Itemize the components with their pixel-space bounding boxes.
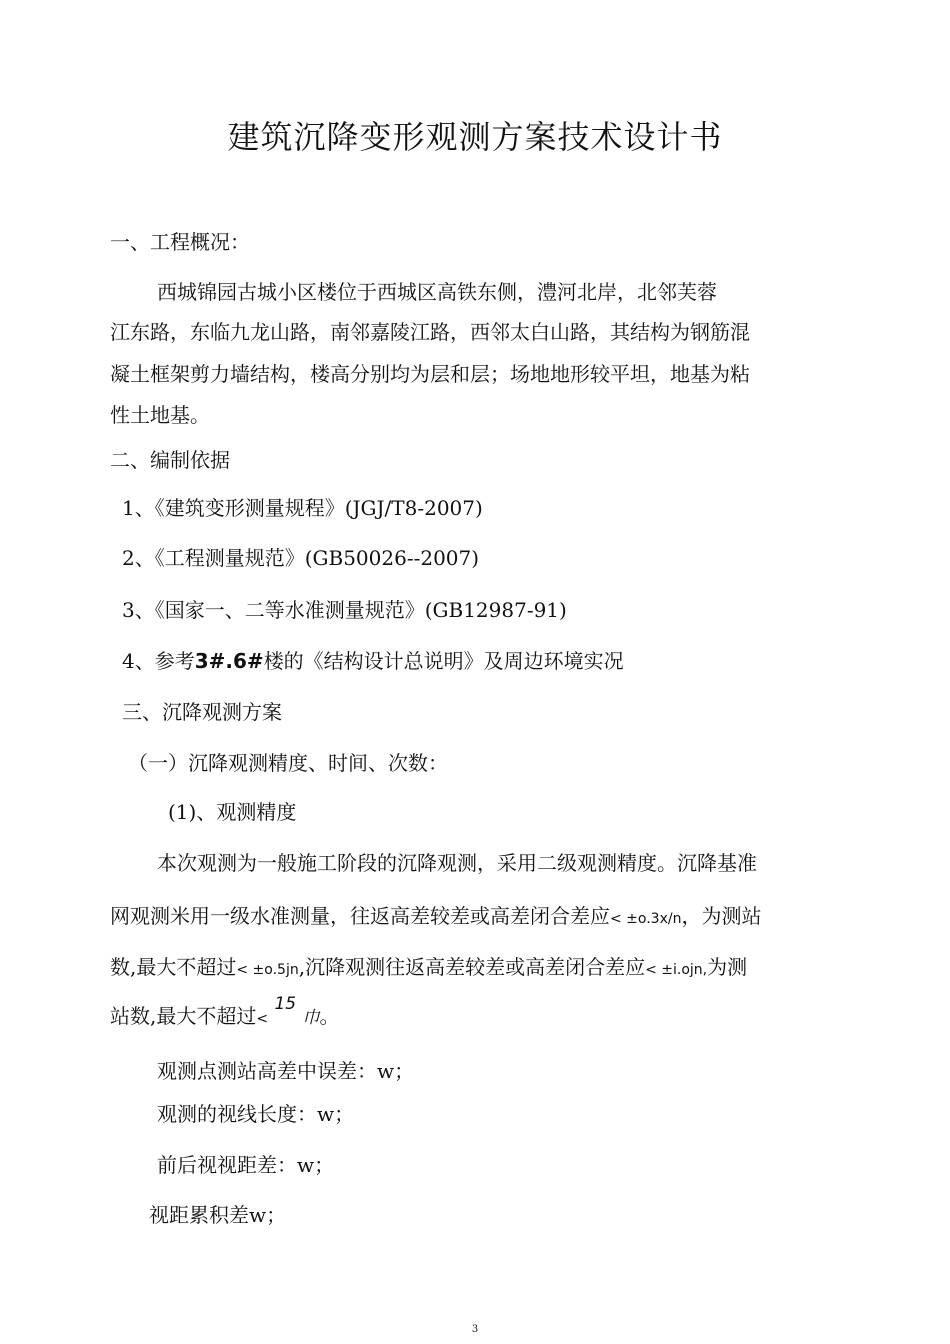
para-l4-lt: < xyxy=(256,1011,269,1027)
reference-item-2: 2、《工程测量规范》(GB50026--2007) xyxy=(122,546,480,570)
page-number: 3 xyxy=(471,1324,479,1335)
subsection-1-1-heading: (1)、观测精度 xyxy=(168,800,297,824)
section-1-heading: 一、工程概况： xyxy=(110,230,250,254)
para-l2-formula: < ±o.3x/n xyxy=(610,911,682,927)
para-l3-text-a: 数,最大不超过 xyxy=(110,955,237,979)
section-3-heading: 三、沉降观测方案 xyxy=(122,700,282,724)
reference-item-4-prefix: 4、参考 xyxy=(122,649,195,673)
reference-item-1: 1、《建筑变形测量规程》(JGJ/T8-2007) xyxy=(122,496,483,520)
section-2-heading: 二、编制依据 xyxy=(110,448,230,472)
reference-item-4 xyxy=(122,647,624,675)
para-l4-superscript: 15 xyxy=(274,994,297,1014)
precision-item-2: 观测的视线长度：w； xyxy=(157,1102,355,1126)
section-1-line-3: 凝土框架剪力墙结构，楼高分别均为层和层；场地地形较平坦，地基为粘 xyxy=(110,362,750,386)
para-l3-text-c: ,沉降观测往返高差较差或高差闭合差应 xyxy=(298,955,646,979)
subsection-1-heading: （一）沉降观测精度、时间、次数： xyxy=(128,751,448,775)
para-l4-garbled-char: 巾 xyxy=(302,1008,320,1028)
reference-item-4-bold: 3#.6# xyxy=(194,649,264,673)
para-l4-period: 。 xyxy=(319,1004,340,1028)
reference-item-3: 3、《国家一、二等水准测量规范》(GB12987-91) xyxy=(122,598,567,622)
precision-para-line-2 xyxy=(110,902,761,933)
precision-para-line-1: 本次观测为一般施工阶段的沉降观测，采用二级观测精度。沉降基准 xyxy=(157,851,757,875)
reference-item-4-suffix: 楼的《结构设计总说明》及周边环境实况 xyxy=(263,649,624,673)
para-l4-text-a: 站数,最大不超过 xyxy=(110,1004,257,1028)
para-l2-text-a: 网观测米用一级水准测量，往返高差较差或高差闭合差应 xyxy=(110,904,610,928)
precision-item-1: 观测点测站高差中误差：w； xyxy=(157,1059,415,1083)
section-1-line-2: 江东路，东临九龙山路，南邻嘉陵江路，西邻太白山路，其结构为钢筋混 xyxy=(110,320,750,344)
precision-para-line-4 xyxy=(110,994,340,1033)
para-l3-formula-2: < ±i.ojn, xyxy=(645,962,708,978)
precision-item-4: 视距累积差w； xyxy=(149,1203,287,1227)
para-l3-text-e: 为测 xyxy=(707,955,748,979)
para-l2-text-c: ，为测站 xyxy=(681,904,762,928)
section-1-line-1: 西城锦园古城小区楼位于西城区高铁东侧，澧河北岸，北邻芙蓉 xyxy=(157,280,717,304)
section-1-line-4: 性土地基。 xyxy=(110,403,210,427)
document-title: 建筑沉降变形观测方案技术设计书 xyxy=(227,118,723,156)
precision-item-3: 前后视视距差：w； xyxy=(157,1153,335,1177)
precision-para-line-3 xyxy=(110,953,747,984)
para-l3-formula-1: < ±o.5jn xyxy=(236,962,299,978)
